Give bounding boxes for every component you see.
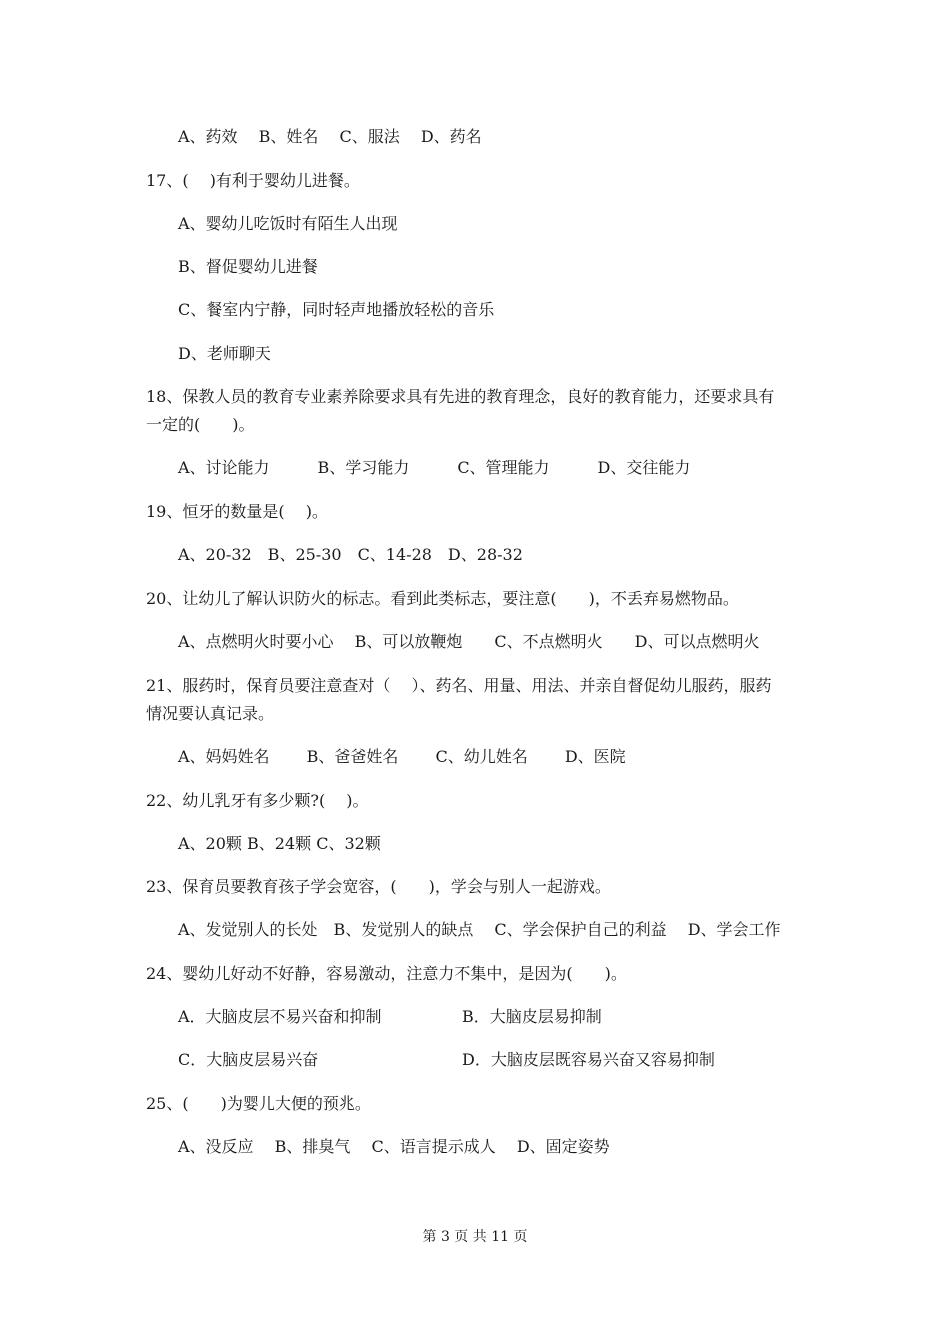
q17-option-a: A、婴幼儿吃饭时有陌生人出现 (178, 214, 398, 233)
q21-stem-line1: 21、服药时，保育员要注意查对（ ）、药名、用量、用法、并亲自督促幼儿服药，服药 (146, 676, 772, 695)
q17-option-d: D、老师聊天 (178, 344, 271, 363)
q19-stem: 19、恒牙的数量是( )。 (146, 502, 328, 521)
q24-option-c: C．大脑皮层易兴奋 (178, 1050, 319, 1069)
q25-stem: 25、( )为婴儿大便的预兆。 (146, 1094, 371, 1113)
q24-option-a: A．大脑皮层不易兴奋和抑制 (178, 1007, 382, 1026)
q25-options: A、没反应 B、排臭气 C、语言提示成人 D、固定姿势 (178, 1137, 610, 1156)
q24-stem: 24、婴幼儿好动不好静，容易激动，注意力不集中，是因为( )。 (146, 964, 627, 983)
q20-options: A、点燃明火时要小心 B、可以放鞭炮 C、不点燃明火 D、可以点燃明火 (178, 632, 760, 651)
q18-options: A、讨论能力 B、学习能力 C、管理能力 D、交往能力 (178, 458, 691, 477)
q22-options: A、20颗 B、24颗 C、32颗 (178, 834, 381, 853)
q20-stem: 20、让幼儿了解认识防火的标志。看到此类标志，要注意( )，不丢弃易燃物品。 (146, 589, 739, 608)
q23-options: A、发觉别人的长处 B、发觉别人的缺点 C、学会保护自己的利益 D、学会工作 (178, 920, 781, 939)
q18-stem-line2: 一定的( )。 (146, 415, 255, 434)
q19-options: A、20-32 B、25-30 C、14-28 D、28-32 (178, 545, 523, 564)
q21-stem-line2: 情况要认真记录。 (146, 704, 275, 723)
q17-stem: 17、( )有利于婴幼儿进餐。 (146, 171, 360, 190)
q17-option-b: B、督促婴幼儿进餐 (178, 257, 318, 276)
q17-option-c: C、餐室内宁静，同时轻声地播放轻松的音乐 (178, 300, 495, 319)
q22-stem: 22、幼儿乳牙有多少颗?( )。 (146, 791, 369, 810)
q16-options: A、药效 B、姓名 C、服法 D、药名 (178, 127, 482, 146)
q18-stem-line1: 18、保教人员的教育专业素养除要求具有先进的教育理念，良好的教育能力，还要求具有 (146, 387, 775, 406)
q24-option-b: B．大脑皮层易抑制 (462, 1007, 602, 1026)
page-footer: 第 3 页 共 11 页 (422, 1229, 528, 1245)
q23-stem: 23、保育员要教育孩子学会宽容，( )，学会与别人一起游戏。 (146, 877, 611, 896)
q24-option-d: D．大脑皮层既容易兴奋又容易抑制 (462, 1050, 715, 1069)
q21-options: A、妈妈姓名 B、爸爸姓名 C、幼儿姓名 D、医院 (178, 747, 626, 766)
